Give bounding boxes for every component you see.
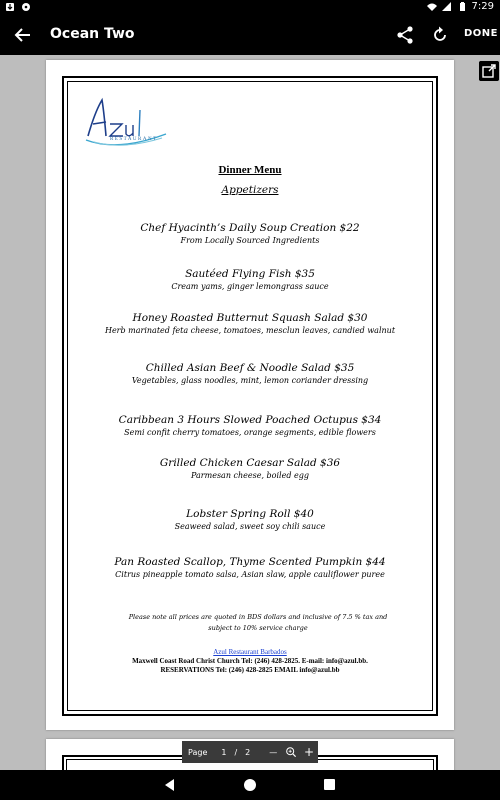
menu-item-desc: From Locally Sourced Ingredients xyxy=(180,236,320,245)
menu-item-desc: Seaweed salad, sweet soy chili sauce xyxy=(174,522,326,531)
system-nav-bar xyxy=(0,770,500,800)
menu-item xyxy=(68,222,432,245)
page-label: Page xyxy=(188,747,208,757)
menu-item-name: Lobster Spring Roll $40 xyxy=(186,508,314,520)
done-button[interactable]: DONE xyxy=(464,28,499,39)
signal-icon xyxy=(442,2,452,12)
page-separator: / xyxy=(234,747,238,757)
menu-item xyxy=(68,457,432,480)
download-icon xyxy=(5,2,15,12)
logo-subtitle: RESTAURANT xyxy=(110,137,158,142)
menu-item xyxy=(68,414,432,437)
menu-item xyxy=(68,268,432,291)
menu-item xyxy=(68,508,432,531)
wifi-icon xyxy=(427,2,437,12)
zoom-in-button[interactable]: + xyxy=(304,745,315,759)
menu-item-name: Caribbean 3 Hours Slowed Poached Octupus $34 xyxy=(118,414,382,426)
battery-icon xyxy=(457,2,467,12)
nav-home-icon[interactable] xyxy=(244,779,256,791)
pdf-page-1 xyxy=(46,60,454,730)
total-pages: 2 xyxy=(245,747,251,757)
menu-item-name: Sautéed Flying Fish $35 xyxy=(185,268,315,280)
share-icon[interactable] xyxy=(395,25,415,45)
menu-section-heading: Appetizers xyxy=(221,184,279,196)
menu-item-name: Honey Roasted Butternut Squash Salad $30 xyxy=(132,312,368,324)
menu-item-desc: Cream yams, ginger lemongrass sauce xyxy=(171,282,329,291)
restaurant-reservations: RESERVATIONS Tel: (246) 428-2825 EMAIL info@azul.bb xyxy=(160,666,340,674)
back-arrow-icon[interactable] xyxy=(12,24,34,46)
page-control xyxy=(182,741,318,763)
nav-recents-icon[interactable] xyxy=(324,779,335,790)
price-note: Please note all prices are quoted in BDS dollars and inclusive of 7.5 % tax and subject to 10% service charge xyxy=(128,613,388,632)
menu-item xyxy=(68,362,432,385)
chat-icon xyxy=(21,2,31,12)
menu-item-desc: Vegetables, glass noodles, mint, lemon coriander dressing xyxy=(131,376,369,385)
status-time: 7:29 xyxy=(471,1,494,12)
menu-item-desc: Herb marinated feta cheese, tomatoes, mesclun leaves, candied walnut xyxy=(104,326,396,335)
restaurant-address: Maxwell Coast Road Christ Church Tel: (246) 428-2825. E-mail: info@azul.bb. xyxy=(132,657,368,665)
restaurant-link[interactable]: Azul Restaurant Barbados xyxy=(213,648,287,656)
app-bar xyxy=(0,15,500,55)
menu-item-name: Chilled Asian Beef & Noodle Salad $35 xyxy=(145,362,355,374)
current-page[interactable]: 1 xyxy=(221,747,227,757)
menu-item-name: Grilled Chicken Caesar Salad $36 xyxy=(159,457,341,469)
menu-item xyxy=(68,556,432,579)
open-external-icon[interactable] xyxy=(479,61,499,81)
zoom-out-button[interactable]: — xyxy=(269,747,278,757)
page-border xyxy=(62,76,438,716)
menu-item-desc: Semi confit cherry tomatoes, orange segments, edible flowers xyxy=(124,428,376,437)
azul-logo xyxy=(78,92,170,152)
restaurant-footer xyxy=(68,648,432,675)
menu-item-name: Chef Hyacinth’s Daily Soup Creation $22 xyxy=(140,222,360,234)
status-bar xyxy=(0,0,500,15)
document-title: Ocean Two xyxy=(50,26,135,42)
pdf-viewer[interactable] xyxy=(0,55,500,770)
menu-title: Dinner Menu xyxy=(218,164,282,176)
menu-item xyxy=(68,312,432,335)
nav-back-icon[interactable] xyxy=(163,778,177,792)
menu-item-name: Pan Roasted Scallop, Thyme Scented Pumpkin $44 xyxy=(114,556,386,568)
menu-item-desc: Citrus pineapple tomato salsa, Asian slaw, apple cauliflower puree xyxy=(115,570,385,579)
zoom-icon[interactable] xyxy=(282,745,300,759)
rotate-icon[interactable] xyxy=(430,25,450,45)
menu-item-desc: Parmesan cheese, boiled egg xyxy=(191,471,309,480)
